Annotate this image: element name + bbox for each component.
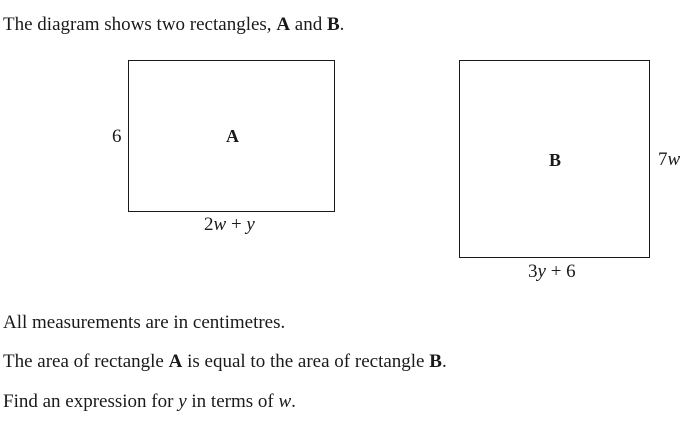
intro-suffix: . <box>339 14 345 35</box>
rectangle-a-name: A <box>226 126 239 146</box>
width-b-op: + 6 <box>545 261 576 282</box>
intro-rect-a: A <box>276 14 291 35</box>
area-statement <box>3 351 447 373</box>
rectangle-b-name: B <box>549 150 562 170</box>
width-b-var-y: y <box>537 261 546 282</box>
area-p2: is equal to the area of rectangle <box>182 351 430 372</box>
task-p1: Find an expression for <box>3 391 179 412</box>
intro-prefix: The diagram shows two rectangles, <box>3 14 277 35</box>
rectangle-b-width-label <box>528 261 576 283</box>
task-p3: . <box>291 391 296 412</box>
task-instruction <box>3 391 296 413</box>
height-b-coef: 7 <box>658 149 668 170</box>
area-p1: The area of rectangle <box>3 351 169 372</box>
area-p3: . <box>441 351 447 372</box>
area-rect-a: A <box>168 351 183 372</box>
measurements-note: All measurements are in centimetres. <box>3 312 286 333</box>
height-b-var-w: w <box>667 149 681 170</box>
intro-and: and <box>290 14 327 35</box>
width-a-coef: 2 <box>204 214 214 235</box>
width-a-var-w: w <box>213 214 227 235</box>
rectangle-a-height-label: 6 <box>112 126 122 147</box>
intro-rect-b: B <box>326 14 340 35</box>
width-a-op: + <box>226 214 247 235</box>
rectangle-a-width-label <box>204 214 255 236</box>
task-p2: in terms of <box>186 391 279 412</box>
rectangle-b-height-label <box>658 149 680 171</box>
task-var-y: y <box>178 391 187 412</box>
area-rect-b: B <box>429 351 442 372</box>
width-b-coef: 3 <box>528 261 538 282</box>
width-a-var-y: y <box>246 214 255 235</box>
intro-text <box>3 14 344 36</box>
task-var-w: w <box>278 391 292 412</box>
